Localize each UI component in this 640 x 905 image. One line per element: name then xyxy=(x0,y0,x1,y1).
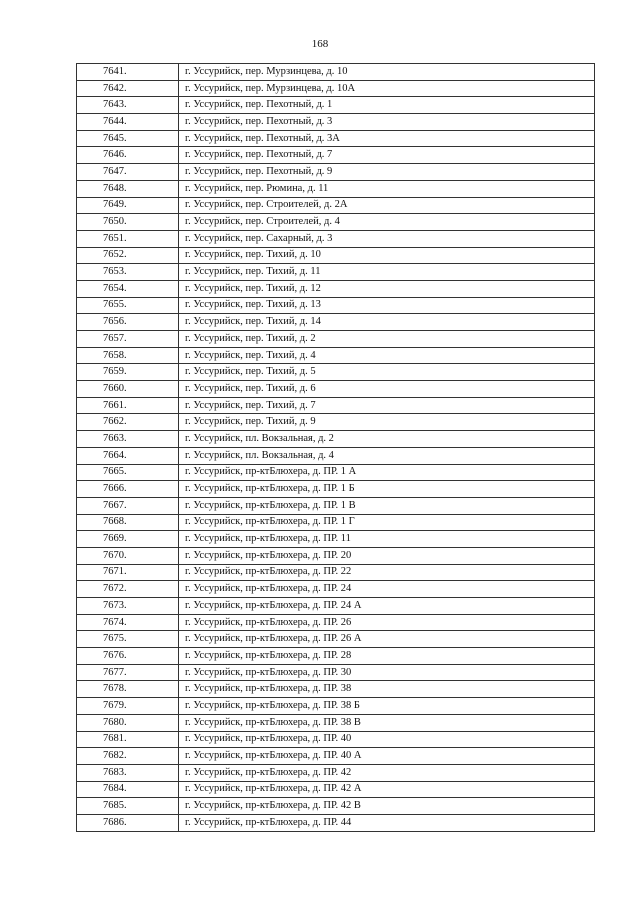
table-row xyxy=(77,247,595,264)
address-cell: г. Уссурийск, пер. Пехотный, д. 7 xyxy=(179,147,595,164)
row-number-cell: 7650. xyxy=(77,214,179,231)
table-row xyxy=(77,497,595,514)
table-row xyxy=(77,97,595,114)
address-cell: г. Уссурийск, пр-ктБлюхера, д. ПР. 11 xyxy=(179,531,595,548)
row-number-cell: 7668. xyxy=(77,514,179,531)
row-number-cell: 7648. xyxy=(77,180,179,197)
address-cell: г. Уссурийск, пр-ктБлюхера, д. ПР. 20 xyxy=(179,547,595,564)
row-number-cell: 7660. xyxy=(77,381,179,398)
table-row xyxy=(77,130,595,147)
table-row xyxy=(77,464,595,481)
address-cell: г. Уссурийск, пер. Строителей, д. 4 xyxy=(179,214,595,231)
row-number-cell: 7642. xyxy=(77,80,179,97)
row-number-cell: 7644. xyxy=(77,114,179,131)
address-cell: г. Уссурийск, пер. Мурзинцева, д. 10А xyxy=(179,80,595,97)
address-cell: г. Уссурийск, пр-ктБлюхера, д. ПР. 38 В xyxy=(179,714,595,731)
table-row xyxy=(77,214,595,231)
address-cell: г. Уссурийск, пр-ктБлюхера, д. ПР. 44 xyxy=(179,814,595,831)
table-row xyxy=(77,664,595,681)
address-cell: г. Уссурийск, пр-ктБлюхера, д. ПР. 1 В xyxy=(179,497,595,514)
table-row xyxy=(77,514,595,531)
row-number-cell: 7649. xyxy=(77,197,179,214)
address-cell: г. Уссурийск, пр-ктБлюхера, д. ПР. 40 xyxy=(179,731,595,748)
table-row xyxy=(77,297,595,314)
table-row xyxy=(77,581,595,598)
row-number-cell: 7656. xyxy=(77,314,179,331)
address-cell: г. Уссурийск, пер. Строителей, д. 2А xyxy=(179,197,595,214)
table-row xyxy=(77,431,595,448)
address-cell: г. Уссурийск, пер. Сахарный, д. 3 xyxy=(179,230,595,247)
address-cell: г. Уссурийск, пр-ктБлюхера, д. ПР. 24 xyxy=(179,581,595,598)
table-row xyxy=(77,197,595,214)
table-row xyxy=(77,798,595,815)
address-cell: г. Уссурийск, пр-ктБлюхера, д. ПР. 1 А xyxy=(179,464,595,481)
row-number-cell: 7664. xyxy=(77,447,179,464)
row-number-cell: 7655. xyxy=(77,297,179,314)
address-cell: г. Уссурийск, пер. Тихий, д. 2 xyxy=(179,331,595,348)
address-cell: г. Уссурийск, пр-ктБлюхера, д. ПР. 1 Г xyxy=(179,514,595,531)
row-number-cell: 7657. xyxy=(77,331,179,348)
address-cell: г. Уссурийск, пр-ктБлюхера, д. ПР. 26 xyxy=(179,614,595,631)
row-number-cell: 7653. xyxy=(77,264,179,281)
row-number-cell: 7679. xyxy=(77,698,179,715)
row-number-cell: 7675. xyxy=(77,631,179,648)
table-row xyxy=(77,180,595,197)
row-number-cell: 7643. xyxy=(77,97,179,114)
row-number-cell: 7659. xyxy=(77,364,179,381)
address-cell: г. Уссурийск, пл. Вокзальная, д. 2 xyxy=(179,431,595,448)
address-cell: г. Уссурийск, пр-ктБлюхера, д. ПР. 30 xyxy=(179,664,595,681)
row-number-cell: 7665. xyxy=(77,464,179,481)
table-row xyxy=(77,414,595,431)
address-cell: г. Уссурийск, пр-ктБлюхера, д. ПР. 24 А xyxy=(179,598,595,615)
row-number-cell: 7672. xyxy=(77,581,179,598)
table-row xyxy=(77,264,595,281)
table-row xyxy=(77,347,595,364)
address-cell: г. Уссурийск, пер. Пехотный, д. 3А xyxy=(179,130,595,147)
address-cell: г. Уссурийск, пр-ктБлюхера, д. ПР. 28 xyxy=(179,648,595,665)
row-number-cell: 7674. xyxy=(77,614,179,631)
table-row xyxy=(77,64,595,81)
row-number-cell: 7686. xyxy=(77,814,179,831)
row-number-cell: 7666. xyxy=(77,481,179,498)
row-number-cell: 7652. xyxy=(77,247,179,264)
table-row xyxy=(77,114,595,131)
address-cell: г. Уссурийск, пр-ктБлюхера, д. ПР. 38 xyxy=(179,681,595,698)
address-cell: г. Уссурийск, пр-ктБлюхера, д. ПР. 42 В xyxy=(179,798,595,815)
address-cell: г. Уссурийск, пр-ктБлюхера, д. ПР. 38 Б xyxy=(179,698,595,715)
row-number-cell: 7646. xyxy=(77,147,179,164)
table-row xyxy=(77,481,595,498)
table-row xyxy=(77,748,595,765)
table-row xyxy=(77,731,595,748)
row-number-cell: 7669. xyxy=(77,531,179,548)
row-number-cell: 7654. xyxy=(77,280,179,297)
row-number-cell: 7684. xyxy=(77,781,179,798)
row-number-cell: 7676. xyxy=(77,648,179,665)
address-cell: г. Уссурийск, пер. Тихий, д. 11 xyxy=(179,264,595,281)
table-row xyxy=(77,698,595,715)
address-cell: г. Уссурийск, пер. Мурзинцева, д. 10 xyxy=(179,64,595,81)
page-number: 168 xyxy=(311,38,329,50)
row-number-cell: 7683. xyxy=(77,764,179,781)
address-cell: г. Уссурийск, пер. Тихий, д. 5 xyxy=(179,364,595,381)
row-number-cell: 7678. xyxy=(77,681,179,698)
table-row xyxy=(77,681,595,698)
address-cell: г. Уссурийск, пр-ктБлюхера, д. ПР. 22 xyxy=(179,564,595,581)
address-cell: г. Уссурийск, пер. Пехотный, д. 3 xyxy=(179,114,595,131)
address-cell: г. Уссурийск, пр-ктБлюхера, д. ПР. 1 Б xyxy=(179,481,595,498)
table-row xyxy=(77,714,595,731)
row-number-cell: 7641. xyxy=(77,64,179,81)
table-row xyxy=(77,631,595,648)
table-row xyxy=(77,280,595,297)
row-number-cell: 7673. xyxy=(77,598,179,615)
table-row xyxy=(77,147,595,164)
row-number-cell: 7682. xyxy=(77,748,179,765)
row-number-cell: 7667. xyxy=(77,497,179,514)
row-number-cell: 7661. xyxy=(77,397,179,414)
table-row xyxy=(77,781,595,798)
row-number-cell: 7662. xyxy=(77,414,179,431)
table-row xyxy=(77,531,595,548)
address-cell: г. Уссурийск, пер. Тихий, д. 4 xyxy=(179,347,595,364)
table-row xyxy=(77,314,595,331)
row-number-cell: 7658. xyxy=(77,347,179,364)
address-cell: г. Уссурийск, пер. Тихий, д. 14 xyxy=(179,314,595,331)
table-row xyxy=(77,764,595,781)
address-cell: г. Уссурийск, пл. Вокзальная, д. 4 xyxy=(179,447,595,464)
row-number-cell: 7681. xyxy=(77,731,179,748)
address-cell: г. Уссурийск, пр-ктБлюхера, д. ПР. 42 А xyxy=(179,781,595,798)
table-row xyxy=(77,547,595,564)
row-number-cell: 7670. xyxy=(77,547,179,564)
address-cell: г. Уссурийск, пр-ктБлюхера, д. ПР. 42 xyxy=(179,764,595,781)
row-number-cell: 7663. xyxy=(77,431,179,448)
address-cell: г. Уссурийск, пр-ктБлюхера, д. ПР. 26 А xyxy=(179,631,595,648)
table-row xyxy=(77,364,595,381)
table-row xyxy=(77,814,595,831)
row-number-cell: 7645. xyxy=(77,130,179,147)
table-row xyxy=(77,598,595,615)
table-row xyxy=(77,397,595,414)
table-row xyxy=(77,564,595,581)
table-row xyxy=(77,331,595,348)
address-cell: г. Уссурийск, пер. Тихий, д. 10 xyxy=(179,247,595,264)
row-number-cell: 7651. xyxy=(77,230,179,247)
address-cell: г. Уссурийск, пер. Пехотный, д. 1 xyxy=(179,97,595,114)
address-cell: г. Уссурийск, пр-ктБлюхера, д. ПР. 40 А xyxy=(179,748,595,765)
table-row xyxy=(77,381,595,398)
table-row xyxy=(77,80,595,97)
address-cell: г. Уссурийск, пер. Пехотный, д. 9 xyxy=(179,164,595,181)
address-table xyxy=(76,63,595,832)
table-row xyxy=(77,648,595,665)
row-number-cell: 7647. xyxy=(77,164,179,181)
row-number-cell: 7680. xyxy=(77,714,179,731)
address-cell: г. Уссурийск, пер. Тихий, д. 13 xyxy=(179,297,595,314)
row-number-cell: 7677. xyxy=(77,664,179,681)
address-cell: г. Уссурийск, пер. Тихий, д. 7 xyxy=(179,397,595,414)
address-table-body xyxy=(77,64,595,832)
address-cell: г. Уссурийск, пер. Тихий, д. 12 xyxy=(179,280,595,297)
address-cell: г. Уссурийск, пер. Тихий, д. 9 xyxy=(179,414,595,431)
row-number-cell: 7685. xyxy=(77,798,179,815)
row-number-cell: 7671. xyxy=(77,564,179,581)
table-row xyxy=(77,230,595,247)
table-row xyxy=(77,447,595,464)
address-cell: г. Уссурийск, пер. Рюмина, д. 11 xyxy=(179,180,595,197)
table-row xyxy=(77,614,595,631)
address-cell: г. Уссурийск, пер. Тихий, д. 6 xyxy=(179,381,595,398)
table-row xyxy=(77,164,595,181)
